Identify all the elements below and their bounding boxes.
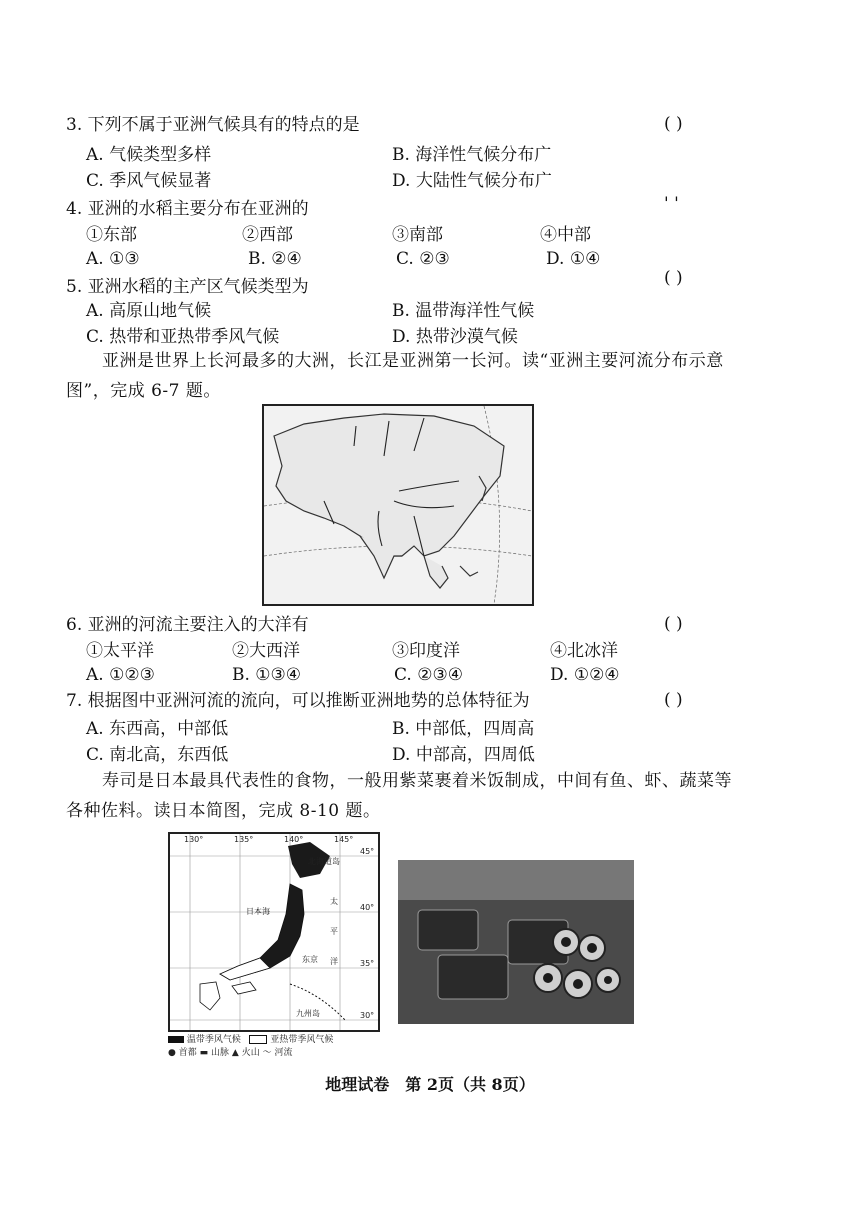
page-footer: 地理试卷 第 2页（共 8页） (325, 1075, 535, 1094)
q5-option-d: D. 热带沙漠气候 (392, 327, 518, 347)
q7-option-d: D. 中部高，四周低 (392, 745, 535, 765)
legend-mountain-icon: ▬ (199, 1048, 209, 1058)
legend-mountain: 山脉 (211, 1048, 230, 1058)
legend-temperate-monsoon: 温带季风气候 (186, 1035, 241, 1045)
q7-stem: 7. 根据图中亚洲河流的流向，可以推断亚洲地势的总体特征为 (66, 691, 530, 711)
q4-stem: 4. 亚洲的水稻主要分布在亚洲的 (66, 199, 309, 219)
sushi-photo-drawing (398, 860, 634, 1024)
q5-answer-paren: ( ) (664, 268, 683, 288)
q4-item-2: ②西部 (242, 225, 293, 245)
q6-item-2: ②大西洋 (232, 641, 300, 661)
q5-option-a: A. 高原山地气候 (86, 301, 212, 321)
lon-label-145: 145° (334, 835, 354, 844)
q6-option-b: B. ①③④ (232, 665, 302, 685)
q4-item-3: ③南部 (392, 225, 443, 245)
q4-answer-paren: ' ' (664, 194, 679, 214)
q4-option-d: D. ①④ (546, 249, 601, 269)
japan-map (168, 832, 380, 1032)
legend-capital-icon: ● (168, 1048, 176, 1058)
legend-subtropical-monsoon: 亚热带季风气候 (270, 1035, 334, 1045)
japan-map-legend-row-1 (168, 1032, 333, 1045)
q7-option-b: B. 中部低，四周高 (392, 719, 535, 739)
lat-label-35: 35° (360, 959, 375, 968)
lon-label-140: 140° (284, 835, 304, 844)
legend-volcano: 火山 (241, 1048, 260, 1058)
asia-rivers-map (262, 404, 534, 606)
q3-answer-paren: ( ) (664, 114, 683, 134)
label-pacific-2: 平 (330, 927, 338, 936)
label-tokyo: 东京 (302, 955, 318, 964)
q4-item-4: ④中部 (540, 225, 591, 245)
q4-option-c: C. ②③ (396, 249, 450, 269)
q6-item-4: ④北冰洋 (550, 641, 618, 661)
legend-river-icon: ～ (262, 1048, 272, 1058)
q5-option-c: C. 热带和亚热带季风气候 (86, 327, 280, 347)
q3-option-c: C. 季风气候显著 (86, 171, 212, 191)
lat-label-45: 45° (360, 847, 375, 856)
legend-river: 河流 (274, 1048, 293, 1058)
label-sea-of-japan: 日本海 (246, 907, 270, 916)
sushi-photo (398, 860, 634, 1024)
q7-option-a: A. 东西高，中部低 (86, 719, 229, 739)
q3-option-a: A. 气候类型多样 (86, 145, 212, 165)
legend-swatch-temperate (168, 1036, 184, 1043)
q7-option-c: C. 南北高，东西低 (86, 745, 229, 765)
q6-answer-paren: ( ) (664, 614, 683, 634)
passage-asia-rivers: 亚洲是世界上长河最多的大洲，长江是亚洲第一长河。读“亚洲主要河流分布示意图”，完成 6-7 题。 (66, 351, 724, 401)
q6-item-1: ①太平洋 (86, 641, 154, 661)
lat-label-30: 30° (360, 1011, 375, 1020)
q5-stem: 5. 亚洲水稻的主产区气候类型为 (66, 277, 309, 297)
q4-item-1: ①东部 (86, 225, 137, 245)
q4-option-a: A. ①③ (86, 249, 140, 269)
legend-volcano-icon: ▲ (231, 1048, 239, 1058)
q6-stem: 6. 亚洲的河流主要注入的大洋有 (66, 615, 309, 635)
q6-option-c: C. ②③④ (394, 665, 463, 685)
q6-option-d: D. ①②④ (550, 665, 620, 685)
legend-swatch-subtropical (249, 1035, 267, 1044)
label-hokkaido: 北海道岛 (308, 857, 340, 866)
lat-label-40: 40° (360, 903, 375, 912)
q6-option-a: A. ①②③ (86, 665, 155, 685)
asia-map-drawing (264, 406, 532, 604)
q3-option-d: D. 大陆性气候分布广 (392, 171, 552, 191)
japan-map-drawing (170, 834, 378, 1030)
label-kyushu: 九州岛 (296, 1009, 320, 1018)
japan-map-legend-row-2 (168, 1045, 293, 1058)
q3-option-b: B. 海洋性气候分布广 (392, 145, 552, 165)
label-pacific-3: 洋 (330, 957, 338, 966)
lon-label-135: 135° (234, 835, 254, 844)
legend-capital: 首都 (178, 1048, 197, 1058)
lon-label-130: 130° (184, 835, 204, 844)
passage-sushi: 寿司是日本最具代表性的食物，一般用紫菜裹着米饭制成，中间有鱼、虾、蔬菜等各种佐料。读日本简图，完成 8-10 题。 (66, 771, 732, 821)
q3-stem: 3. 下列不属于亚洲气候具有的特点的是 (66, 115, 360, 135)
q7-answer-paren: ( ) (664, 690, 683, 710)
q4-option-b: B. ②④ (248, 249, 302, 269)
label-pacific-1: 太 (330, 897, 338, 906)
q6-item-3: ③印度洋 (392, 641, 460, 661)
q5-option-b: B. 温带海洋性气候 (392, 301, 535, 321)
